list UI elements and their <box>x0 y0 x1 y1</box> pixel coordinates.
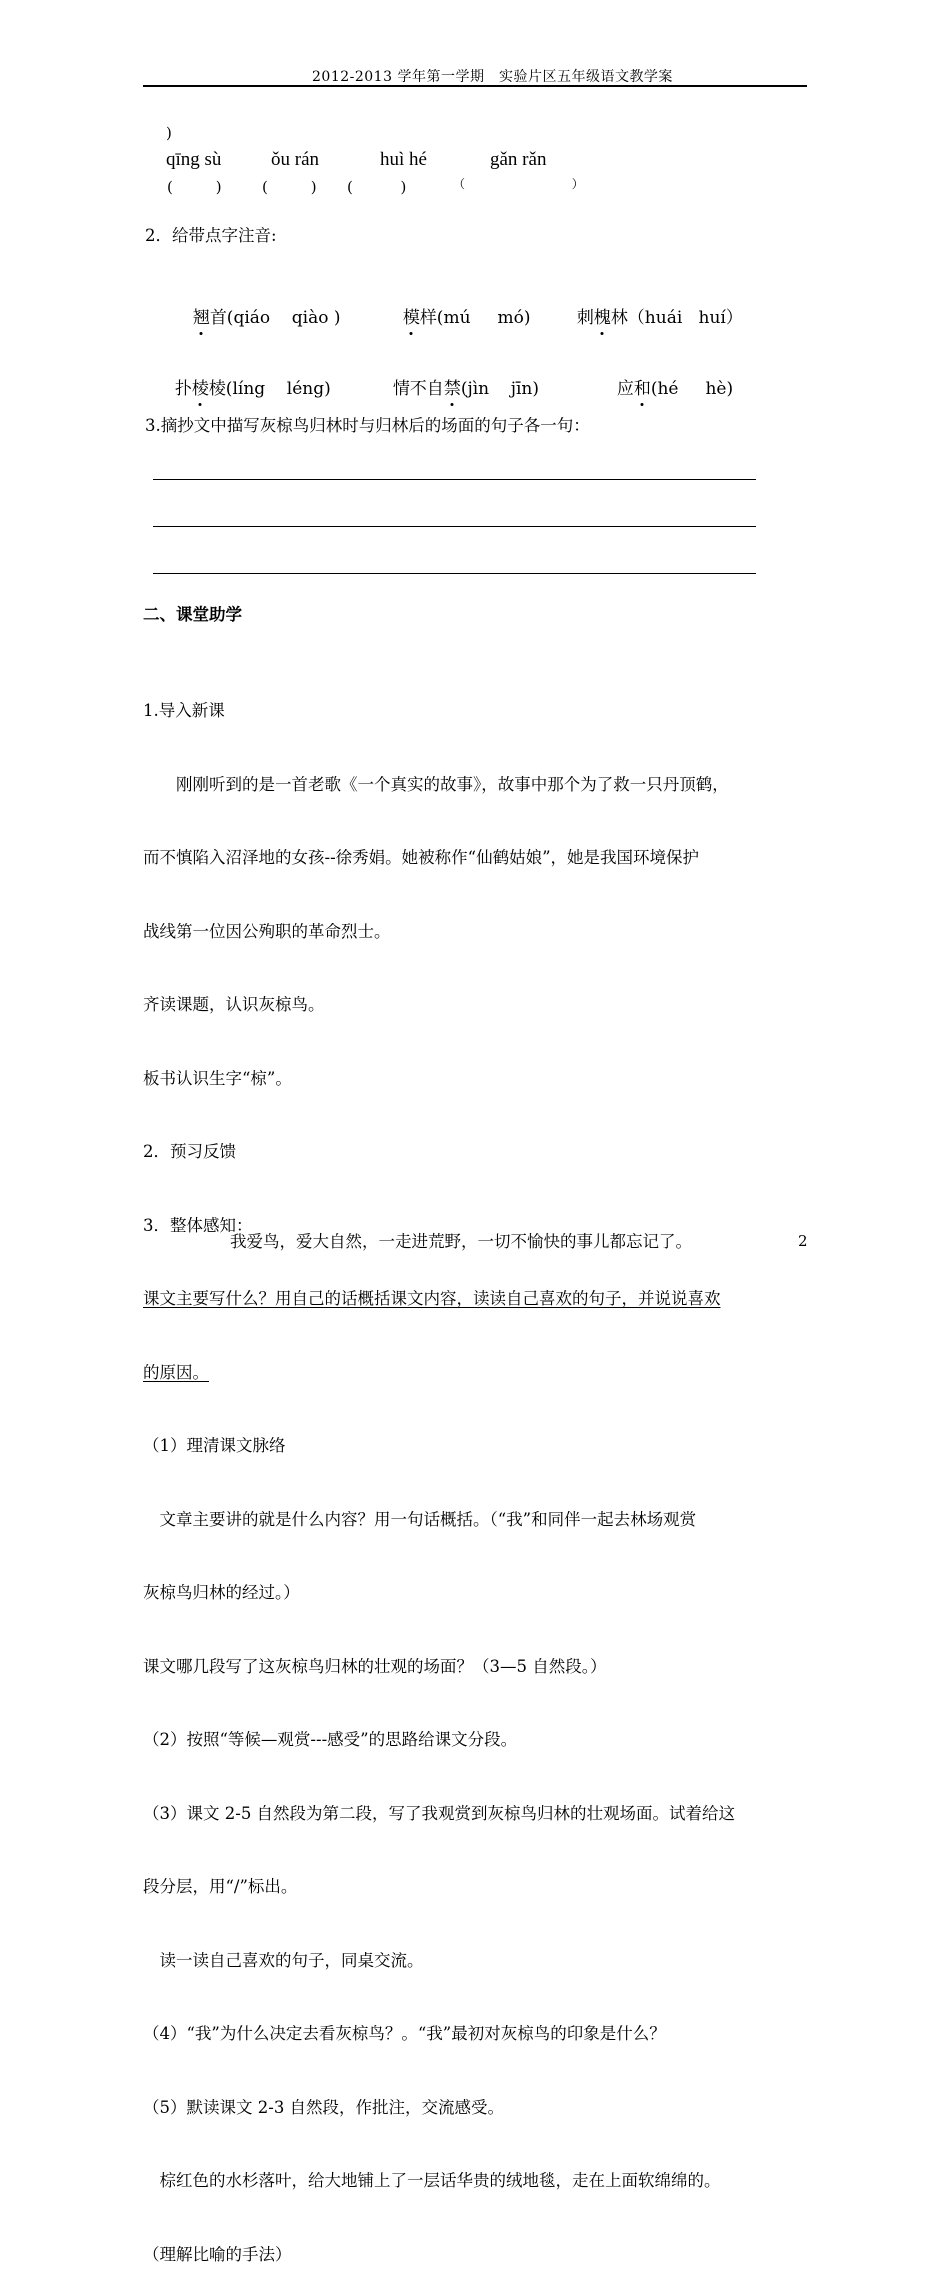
answer-paren-3[interactable]: ( ) <box>347 178 407 196</box>
text-line: 刚刚听到的是一首老歌《一个真实的故事》，故事中那个为了救一只丹顶鹤， <box>143 774 729 794</box>
dotted-char: 翘 <box>193 303 210 328</box>
dotted-char: 模 <box>403 303 420 328</box>
gloss-item: 扑棱棱(líng léng) <box>164 354 331 399</box>
text-line: 3．整体感知： <box>143 1215 253 1235</box>
question-3-title: 3.摘抄文中描写灰椋鸟归林时与归林后的场面的句子各一句： <box>145 416 590 435</box>
pinyin-2: ǒu rán <box>271 149 320 170</box>
text-line: 段分层，用“/”标出。 <box>143 1877 298 1896</box>
dotted-char: 和 <box>634 374 651 399</box>
pinyin-1: qīng sù <box>166 149 222 170</box>
question-2-title: 2．给带点字注音: <box>145 226 277 245</box>
answer-paren-4[interactable]: （ ） <box>453 177 584 191</box>
text-line: （4）“我”为什么决定去看灰椋鸟？。“我”最初对灰椋鸟的印象是什么？ <box>143 2024 666 2043</box>
text-line: 战线第一位因公殉职的革命烈士。 <box>143 921 391 941</box>
pinyin-4: gǎn rǎn <box>490 149 547 170</box>
text-line: （3）课文 2-5 自然段为第二段，写了我观赏到灰椋鸟归林的壮观场面。试着给这 <box>143 1803 736 1823</box>
header-rule <box>143 85 807 87</box>
dotted-char: 棱 <box>192 374 209 399</box>
answer-paren-1[interactable]: ( ) <box>167 178 222 196</box>
gloss-item: 应和(hé hè) <box>606 354 733 399</box>
answer-line-3[interactable] <box>153 573 756 574</box>
text-line: 灰椋鸟归林的经过。） <box>143 1583 300 1602</box>
page-number: 2 <box>798 1232 808 1250</box>
text-line: 而不慎陷入沼泽地的女孩--徐秀娟。她被称作“仙鹤姑娘”，她是我国环境保护 <box>143 848 700 867</box>
page-header: 2012-2013 学年第一学期 实验片区五年级语文教学案 <box>312 69 673 85</box>
underlined-line: 课文主要写什么？用自己的话概括课文内容，读读自己喜欢的句子，并说说喜欢 <box>143 1289 721 1308</box>
footer-motto: 我爱鸟，爱大自然，一走进荒野，一切不愉快的事儿都忘记了。 <box>230 1232 692 1251</box>
gloss-item: 情不自禁(jìn jīn) <box>382 354 539 399</box>
stray-paren: ) <box>166 124 172 142</box>
answer-paren-2[interactable]: ( ) <box>262 178 317 196</box>
text-line: （理解比喻的手法） <box>143 2244 292 2264</box>
answer-line-2[interactable] <box>153 526 756 527</box>
dotted-char: 槐 <box>594 303 611 328</box>
text-line: 板书认识生字“椋”。 <box>143 1068 292 1088</box>
underlined-line: 的原因。 <box>143 1362 209 1382</box>
text-line: （1）理清课文脉络 <box>143 1436 286 1455</box>
section-heading: 二、课堂助学 <box>143 605 242 624</box>
pinyin-3: huì hé <box>380 149 427 170</box>
text-line: 齐读课题，认识灰椋鸟。 <box>143 995 325 1014</box>
gloss-item: 翘首(qiáo qiào ) <box>182 283 340 328</box>
gloss-item: 模样(mú mó) <box>392 283 531 328</box>
dotted-char: 禁 <box>444 374 461 399</box>
text-line: 1.导入新课 <box>143 701 225 720</box>
text-line: （2）按照“等候—观赏---感受”的思路给课文分段。 <box>143 1730 518 1749</box>
section2-block <box>143 650 735 2292</box>
text-line: 读一读自己喜欢的句子，同桌交流。 <box>143 1950 424 1970</box>
text-line: 2．预习反馈 <box>143 1142 236 1161</box>
text-line: （5）默读课文 2-3 自然段，作批注，交流感受。 <box>143 2097 505 2117</box>
text-line: 文章主要讲的就是什么内容？用一句话概括。（“我”和同伴一起去林场观赏 <box>143 1509 697 1529</box>
text-line: 棕红色的水杉落叶，给大地铺上了一层话华贵的绒地毯，走在上面软绵绵的。 <box>143 2171 721 2190</box>
answer-line-1[interactable] <box>153 479 756 480</box>
text-line: 课文哪几段写了这灰椋鸟归林的壮观的场面？（3—5 自然段。） <box>143 1656 607 1676</box>
gloss-item: 刺槐林（huái huí） <box>566 283 743 328</box>
